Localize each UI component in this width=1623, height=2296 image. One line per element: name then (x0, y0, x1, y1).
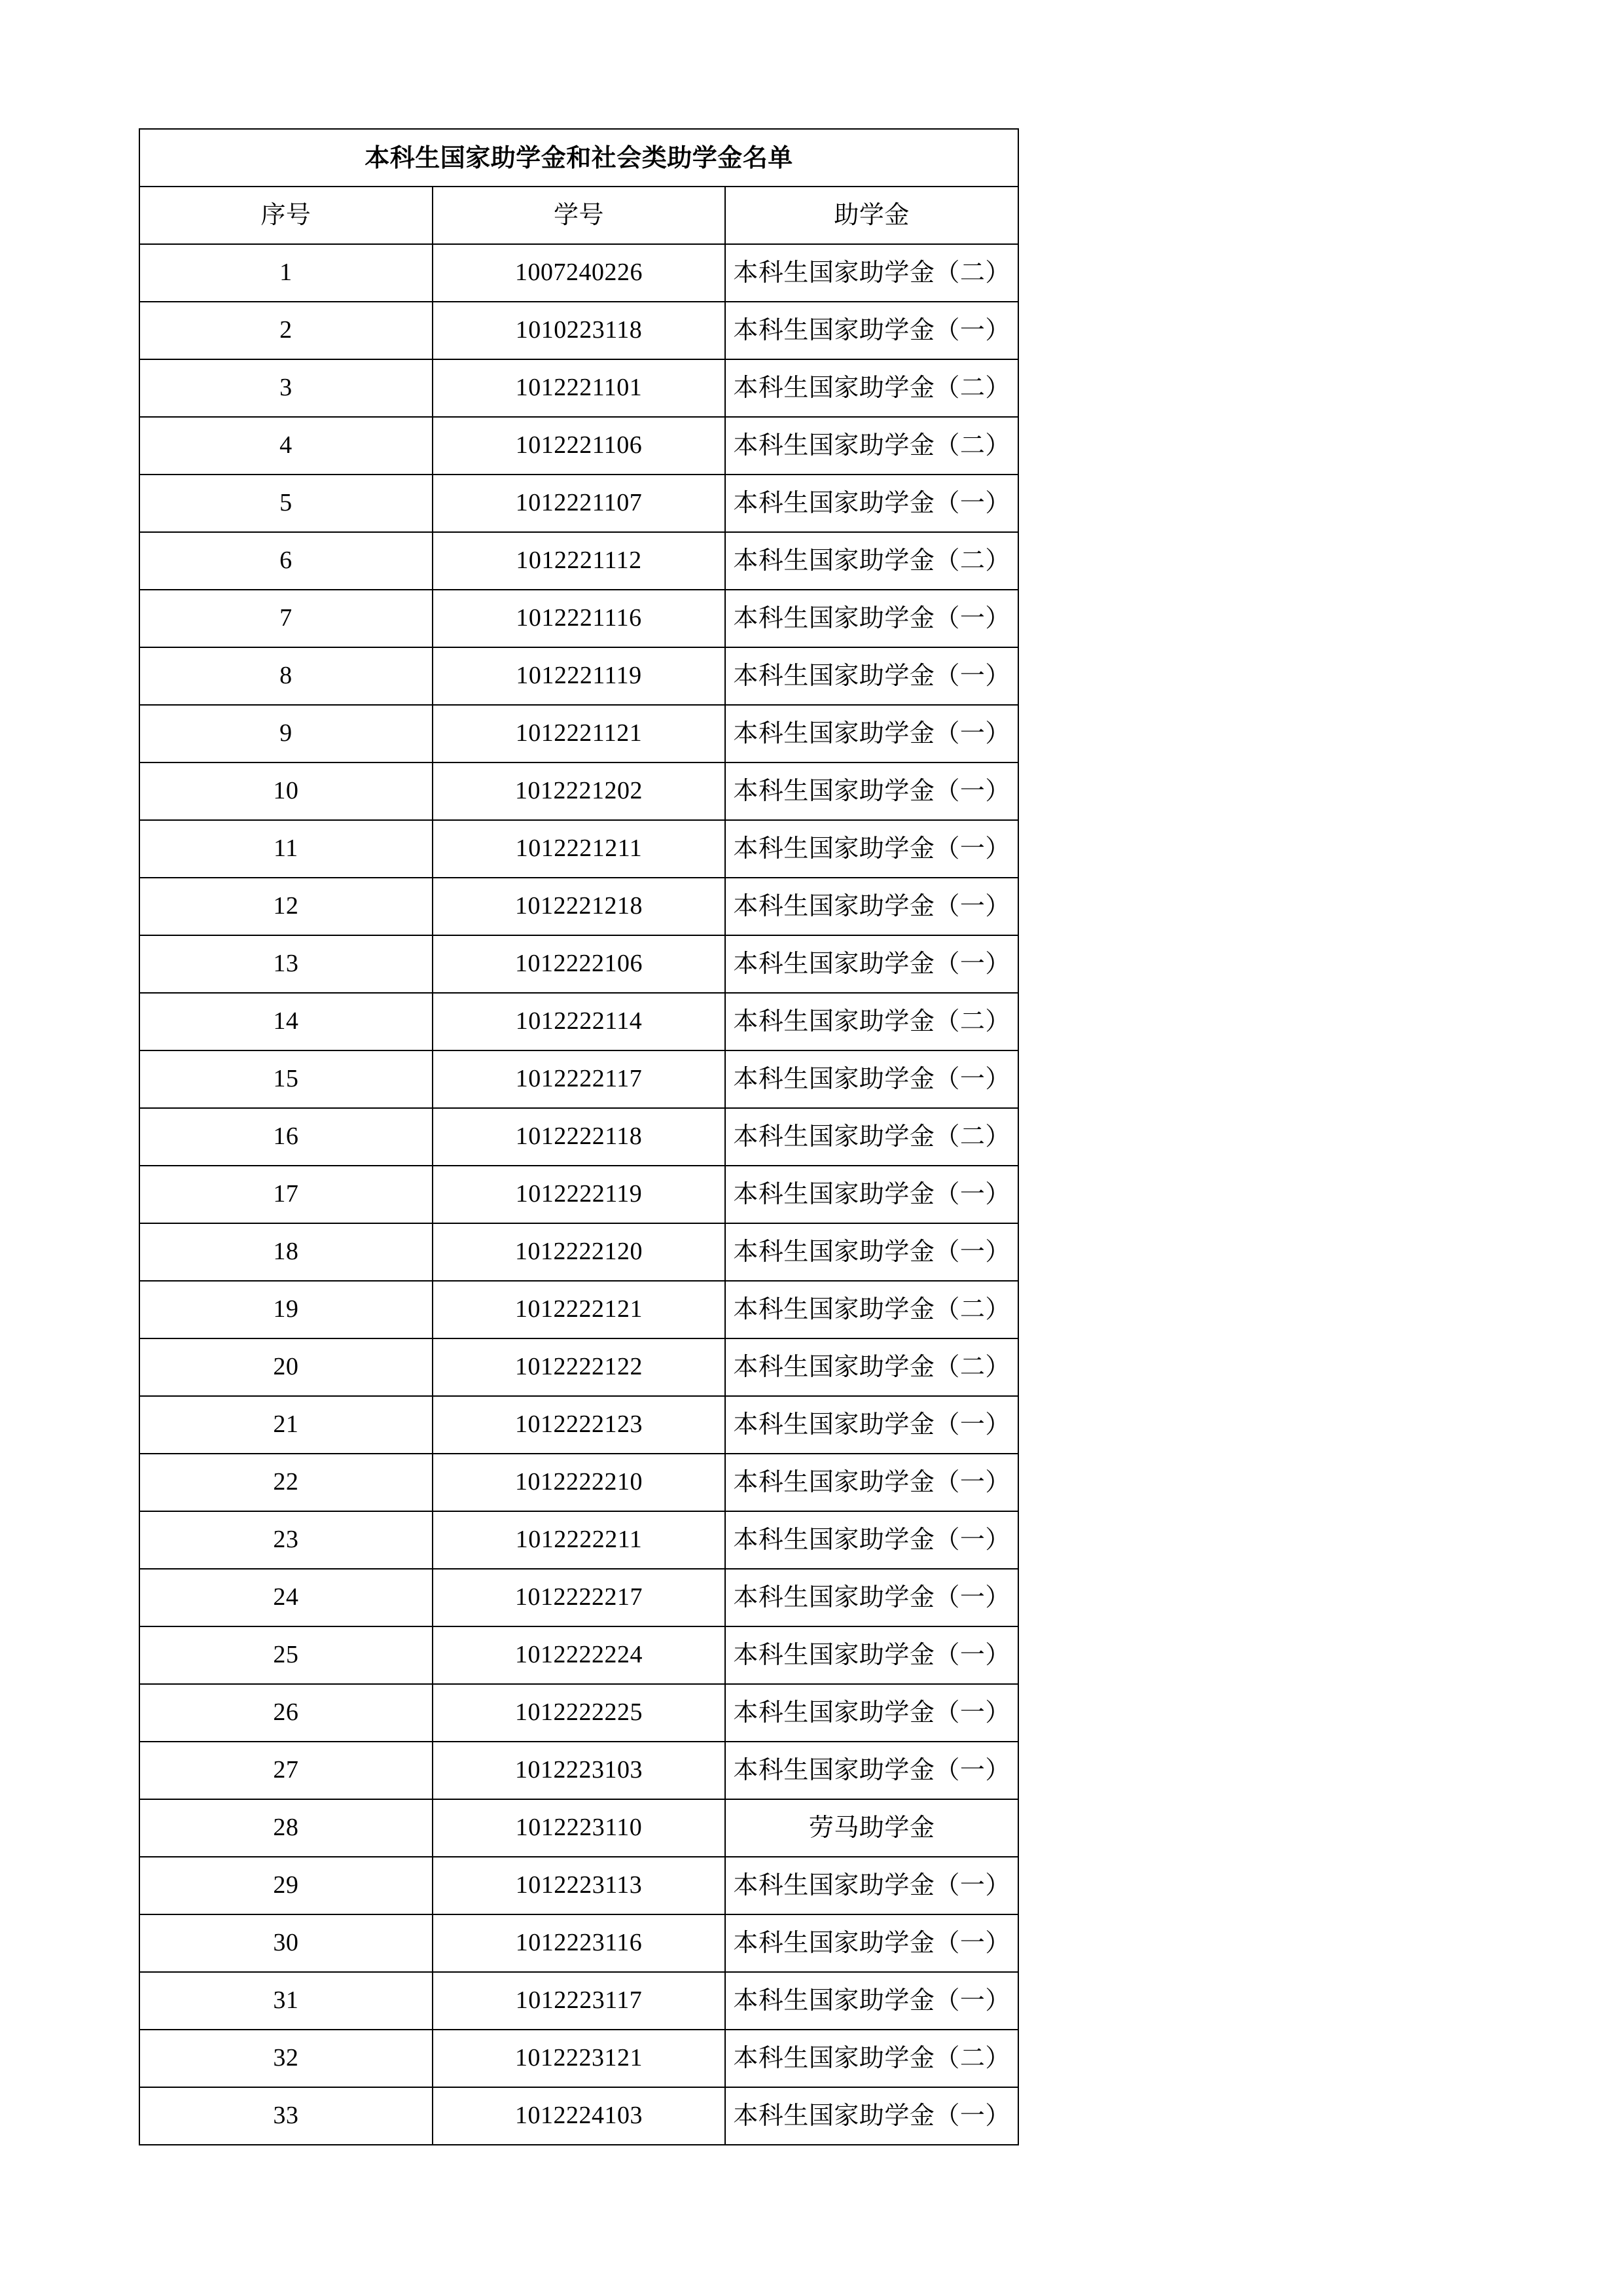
table-row (139, 1396, 1018, 1454)
table-row (139, 1799, 1018, 1857)
table-row (139, 762, 1018, 820)
table-row (139, 705, 1018, 762)
cell-index: 21 (139, 1396, 433, 1454)
cell-student-id: 1012222121 (433, 1281, 726, 1338)
cell-student-id: 1012222117 (433, 1050, 726, 1108)
column-header-award: 助学金 (725, 187, 1018, 244)
cell-award: 本科生国家助学金（一） (725, 590, 1018, 647)
cell-student-id: 1012222119 (433, 1166, 726, 1223)
scholarship-table (139, 128, 1019, 2145)
cell-award: 本科生国家助学金（二） (725, 417, 1018, 475)
cell-student-id: 1012223121 (433, 2030, 726, 2087)
cell-student-id: 1012222120 (433, 1223, 726, 1281)
cell-student-id: 1012222224 (433, 1626, 726, 1684)
table-row (139, 1684, 1018, 1742)
table-row (139, 2087, 1018, 2145)
cell-index: 5 (139, 475, 433, 532)
table-row (139, 1050, 1018, 1108)
cell-index: 11 (139, 820, 433, 878)
cell-student-id: 1012221101 (433, 359, 726, 417)
cell-student-id: 1012222118 (433, 1108, 726, 1166)
cell-student-id: 1012223117 (433, 1972, 726, 2030)
cell-award: 本科生国家助学金（二） (725, 359, 1018, 417)
cell-award: 本科生国家助学金（一） (725, 1396, 1018, 1454)
table-row (139, 1223, 1018, 1281)
cell-award: 本科生国家助学金（一） (725, 1569, 1018, 1626)
cell-award: 本科生国家助学金（二） (725, 532, 1018, 590)
cell-student-id: 1012221218 (433, 878, 726, 935)
cell-student-id: 1012221211 (433, 820, 726, 878)
column-header-index: 序号 (139, 187, 433, 244)
cell-student-id: 1007240226 (433, 244, 726, 302)
cell-index: 33 (139, 2087, 433, 2145)
table-row (139, 1626, 1018, 1684)
cell-award: 本科生国家助学金（一） (725, 1857, 1018, 1914)
cell-index: 7 (139, 590, 433, 647)
table-row (139, 1742, 1018, 1799)
cell-student-id: 1012222217 (433, 1569, 726, 1626)
cell-index: 20 (139, 1338, 433, 1396)
table-row (139, 359, 1018, 417)
cell-award: 本科生国家助学金（二） (725, 1281, 1018, 1338)
cell-index: 31 (139, 1972, 433, 2030)
column-header-student-id: 学号 (433, 187, 726, 244)
table-row (139, 1454, 1018, 1511)
cell-award: 本科生国家助学金（一） (725, 1223, 1018, 1281)
table-row (139, 1857, 1018, 1914)
cell-index: 23 (139, 1511, 433, 1569)
cell-student-id: 1012222210 (433, 1454, 726, 1511)
cell-award: 本科生国家助学金（二） (725, 993, 1018, 1050)
cell-student-id: 1012221107 (433, 475, 726, 532)
table-row (139, 1281, 1018, 1338)
table-row (139, 820, 1018, 878)
cell-index: 13 (139, 935, 433, 993)
cell-index: 15 (139, 1050, 433, 1108)
cell-index: 25 (139, 1626, 433, 1684)
cell-award: 本科生国家助学金（二） (725, 2030, 1018, 2087)
cell-index: 10 (139, 762, 433, 820)
cell-index: 29 (139, 1857, 433, 1914)
table-row (139, 1338, 1018, 1396)
cell-index: 28 (139, 1799, 433, 1857)
table-title-row (139, 129, 1018, 187)
page-title: 本科生国家助学金和社会类助学金名单 (139, 129, 1018, 187)
cell-index: 2 (139, 302, 433, 359)
cell-index: 12 (139, 878, 433, 935)
cell-award: 本科生国家助学金（一） (725, 475, 1018, 532)
table-row (139, 244, 1018, 302)
cell-student-id: 1012221121 (433, 705, 726, 762)
cell-index: 6 (139, 532, 433, 590)
cell-student-id: 1012221116 (433, 590, 726, 647)
cell-award: 本科生国家助学金（一） (725, 705, 1018, 762)
cell-student-id: 1012221112 (433, 532, 726, 590)
cell-index: 4 (139, 417, 433, 475)
cell-index: 30 (139, 1914, 433, 1972)
cell-award: 本科生国家助学金（一） (725, 302, 1018, 359)
cell-index: 14 (139, 993, 433, 1050)
cell-student-id: 1012223113 (433, 1857, 726, 1914)
cell-student-id: 1012222122 (433, 1338, 726, 1396)
cell-index: 19 (139, 1281, 433, 1338)
table-row (139, 1166, 1018, 1223)
cell-student-id: 1010223118 (433, 302, 726, 359)
cell-index: 26 (139, 1684, 433, 1742)
table-row (139, 935, 1018, 993)
cell-index: 22 (139, 1454, 433, 1511)
table-row (139, 1108, 1018, 1166)
cell-award: 本科生国家助学金（二） (725, 1108, 1018, 1166)
cell-award: 本科生国家助学金（一） (725, 1972, 1018, 2030)
cell-award: 本科生国家助学金（二） (725, 1338, 1018, 1396)
cell-student-id: 1012222106 (433, 935, 726, 993)
table-row (139, 993, 1018, 1050)
cell-student-id: 1012222211 (433, 1511, 726, 1569)
cell-award: 本科生国家助学金（一） (725, 1684, 1018, 1742)
cell-student-id: 1012222114 (433, 993, 726, 1050)
table-row (139, 1972, 1018, 2030)
scholarship-table-container (139, 128, 1019, 2145)
cell-index: 8 (139, 647, 433, 705)
table-row (139, 1569, 1018, 1626)
table-row (139, 647, 1018, 705)
table-row (139, 417, 1018, 475)
table-row (139, 590, 1018, 647)
table-row (139, 878, 1018, 935)
table-row (139, 1511, 1018, 1569)
cell-award: 本科生国家助学金（一） (725, 762, 1018, 820)
cell-student-id: 1012221119 (433, 647, 726, 705)
cell-index: 3 (139, 359, 433, 417)
cell-student-id: 1012222123 (433, 1396, 726, 1454)
cell-award: 本科生国家助学金（一） (725, 820, 1018, 878)
cell-index: 9 (139, 705, 433, 762)
cell-student-id: 1012224103 (433, 2087, 726, 2145)
cell-award: 本科生国家助学金（一） (725, 1511, 1018, 1569)
cell-student-id: 1012223110 (433, 1799, 726, 1857)
cell-index: 27 (139, 1742, 433, 1799)
cell-index: 18 (139, 1223, 433, 1281)
cell-award: 劳马助学金 (725, 1799, 1018, 1857)
cell-student-id: 1012221202 (433, 762, 726, 820)
cell-award: 本科生国家助学金（一） (725, 2087, 1018, 2145)
cell-award: 本科生国家助学金（一） (725, 1454, 1018, 1511)
cell-index: 24 (139, 1569, 433, 1626)
cell-award: 本科生国家助学金（一） (725, 1914, 1018, 1972)
cell-award: 本科生国家助学金（一） (725, 1626, 1018, 1684)
table-row (139, 2030, 1018, 2087)
table-header-row (139, 187, 1018, 244)
cell-award: 本科生国家助学金（二） (725, 244, 1018, 302)
cell-index: 1 (139, 244, 433, 302)
cell-index: 16 (139, 1108, 433, 1166)
cell-award: 本科生国家助学金（一） (725, 1742, 1018, 1799)
table-row (139, 532, 1018, 590)
cell-student-id: 1012221106 (433, 417, 726, 475)
cell-student-id: 1012223116 (433, 1914, 726, 1972)
table-row (139, 1914, 1018, 1972)
cell-award: 本科生国家助学金（一） (725, 878, 1018, 935)
cell-award: 本科生国家助学金（一） (725, 647, 1018, 705)
table-row (139, 475, 1018, 532)
cell-award: 本科生国家助学金（一） (725, 1166, 1018, 1223)
cell-student-id: 1012223103 (433, 1742, 726, 1799)
cell-award: 本科生国家助学金（一） (725, 935, 1018, 993)
cell-award: 本科生国家助学金（一） (725, 1050, 1018, 1108)
table-row (139, 302, 1018, 359)
table-body (139, 129, 1018, 2145)
cell-index: 32 (139, 2030, 433, 2087)
cell-index: 17 (139, 1166, 433, 1223)
cell-student-id: 1012222225 (433, 1684, 726, 1742)
